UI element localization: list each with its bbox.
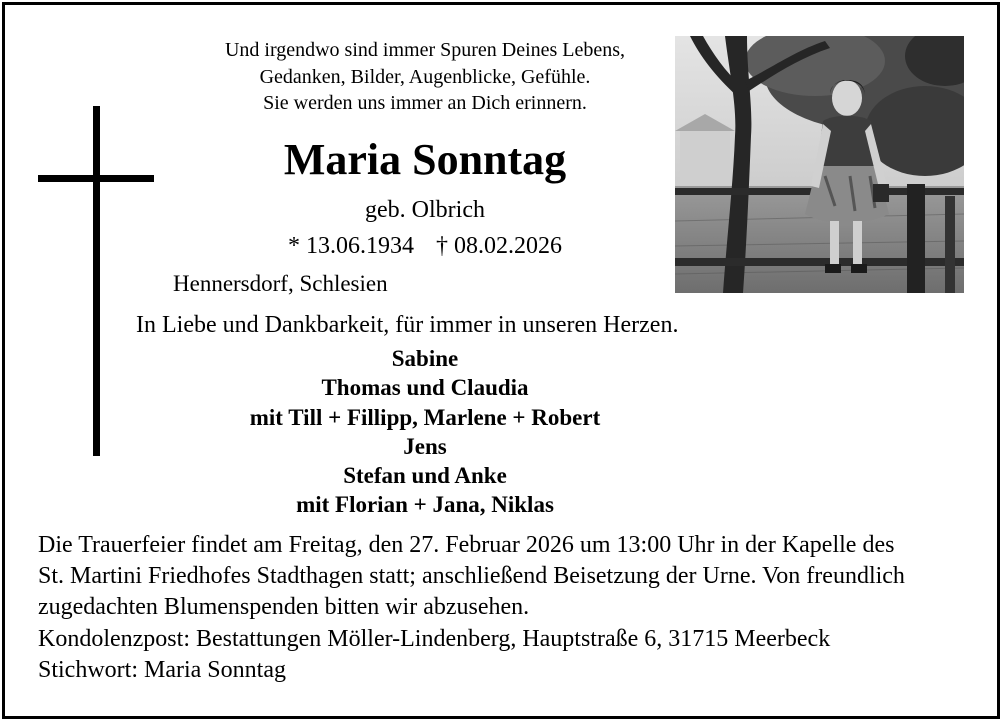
portrait-photo	[675, 36, 964, 293]
death-date: † 08.02.2026	[436, 233, 562, 259]
poem	[170, 37, 680, 117]
poem-line: Gedanken, Bilder, Augenblicke, Gefühle.	[259, 65, 591, 88]
mourner-line: Jens	[403, 433, 447, 459]
mourner-line: Stefan und Anke	[343, 463, 507, 489]
condolence-keyword: Stichwort: Maria Sonntag	[38, 657, 286, 683]
poem-line: Sie werden uns immer an Dich erinnern.	[263, 92, 587, 114]
mourner-line: Thomas und Claudia	[321, 375, 529, 401]
cross-icon	[38, 106, 154, 456]
service-line: Die Trauerfeier findet am Freitag, den 27. Februar 2026 um 13:00 Uhr in der Kapelle des	[38, 532, 895, 558]
mourners-list	[180, 344, 670, 520]
birth-name: geb. Olbrich	[365, 197, 485, 223]
birth-date: * 13.06.1934	[288, 233, 414, 259]
mourner-line: mit Florian + Jana, Niklas	[296, 492, 554, 518]
deceased-name: Maria Sonntag	[283, 135, 567, 184]
service-line: zugedachten Blumenspenden bitten wir abzusehen.	[38, 594, 530, 620]
service-line: St. Martini Friedhofes Stadthagen statt; anschließend Beisetzung der Urne. Von freundlich	[38, 563, 905, 589]
poem-line: Und irgendwo sind immer Spuren Deines Lebens,	[224, 39, 626, 61]
mourner-line: mit Till + Fillipp, Marlene + Robert	[249, 404, 601, 430]
condolence-address: Kondolenzpost: Bestattungen Möller-Lindenberg, Hauptstraße 6, 31715 Meerbeck	[38, 626, 831, 652]
service-info	[38, 530, 905, 623]
dedication: In Liebe und Dankbarkeit, für immer in unseren Herzen.	[136, 312, 679, 338]
mourner-line: Sabine	[391, 346, 459, 371]
condolence-info	[38, 624, 830, 686]
birthplace: Hennersdorf, Schlesien	[173, 271, 388, 296]
life-dates	[270, 232, 580, 260]
